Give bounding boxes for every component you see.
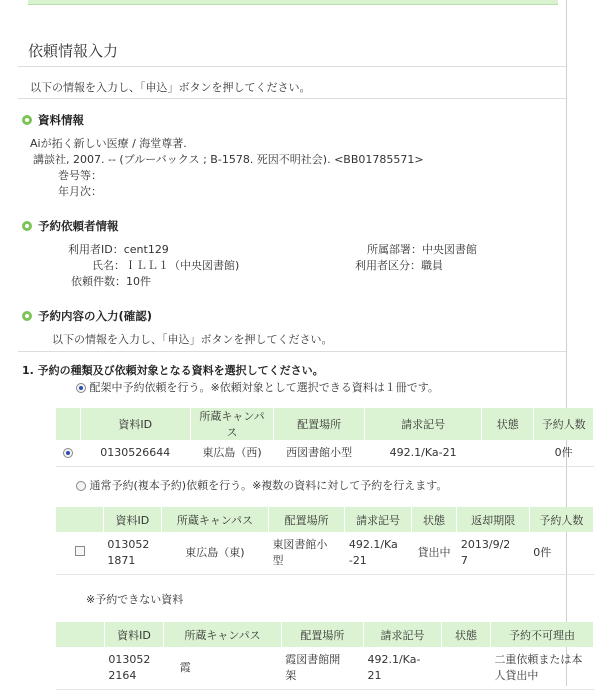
request-count: 依頼件数：10件	[71, 275, 151, 288]
regular-items-table: 資料ID 所蔵キャンパス 配置場所 請求記号 状態 返却期限 予約人数 013052 1871 東広島（東) 東図書館小 型 492.1/Ka -21 貸出中 2013/9/2 7 0件	[56, 507, 594, 575]
top-banner	[28, 0, 558, 5]
option-regular-reservation[interactable]: 通常予約(複本予約)依頼を行う。※複数の資料に対して予約を行えます。	[76, 477, 447, 493]
table-row[interactable]: 013052 1871 東広島（東) 東図書館小 型 492.1/Ka -21 貸出中 2013/9/2 7 0件	[56, 532, 594, 574]
page-title: 依頼情報入力	[28, 42, 119, 60]
radio-regular[interactable]	[76, 481, 86, 491]
year-label: 年月次：	[58, 185, 102, 198]
shelved-items-table: 資料ID 所蔵キャンパス 配置場所 請求記号 状態 予約人数 0130526644 東広島（西) 西図書館小型 492.1/Ka-21 0件	[56, 408, 594, 467]
department: 所属部署：中央図書館	[367, 243, 477, 256]
radio-shelved[interactable]	[76, 383, 86, 393]
option-shelved-reservation[interactable]: 配架中予約依頼を行う。※依頼対象として選択できる資料は１冊です。	[76, 379, 439, 395]
volume-label: 巻号等：	[58, 169, 102, 182]
reservation-intro: 以下の情報を入力し、「申込」ボタンを押してください。	[52, 333, 333, 346]
user-name: 氏名：ＩＬＬ１（中央図書館)	[92, 259, 240, 272]
reservation-section-title: 予約内容の入力(確認)	[22, 308, 152, 324]
bullet-icon	[22, 311, 32, 321]
bullet-icon	[22, 221, 32, 231]
requester-section-title: 予約依頼者情報	[22, 218, 119, 234]
user-type: 利用者区分：職員	[355, 259, 443, 272]
radio-select-item[interactable]	[63, 448, 73, 458]
title-divider	[18, 66, 566, 67]
bullet-icon	[22, 115, 32, 125]
unavailable-items-table: 資料ID 所蔵キャンパス 配置場所 請求記号 状態 予約不可理由 013052 2164 霞 霞図書館開 架 492.1/Ka- 21 二重依頼または本 人貸出中	[56, 622, 594, 690]
checkbox-select-item[interactable]	[75, 546, 85, 556]
table-row[interactable]: 0130526644 東広島（西) 西図書館小型 492.1/Ka-21 0件	[56, 440, 594, 466]
intro-text: 以下の情報を入力し、「申込」ボタンを押してください。	[30, 81, 311, 94]
material-publisher-line: 講談社, 2007. -- (ブルーバックス ; B-1578. 死因不明社会). <BB01785571>	[33, 153, 424, 166]
step1-instruction: 1. 予約の種類及び依頼対象となる資料を選択してください。	[22, 364, 324, 377]
intro-divider	[18, 98, 566, 99]
material-title-line: Aiが拓く新しい医療 / 海堂尊著.	[30, 137, 187, 150]
reservation-divider	[18, 351, 566, 352]
material-section-title: 資料情報	[22, 112, 84, 128]
unavailable-note: ※予約できない資料	[86, 593, 184, 606]
user-id: 利用者ID：cent129	[68, 243, 169, 256]
table-row: 013052 2164 霞 霞図書館開 架 492.1/Ka- 21 二重依頼または本 人貸出中	[56, 647, 594, 689]
right-divider	[566, 0, 567, 686]
